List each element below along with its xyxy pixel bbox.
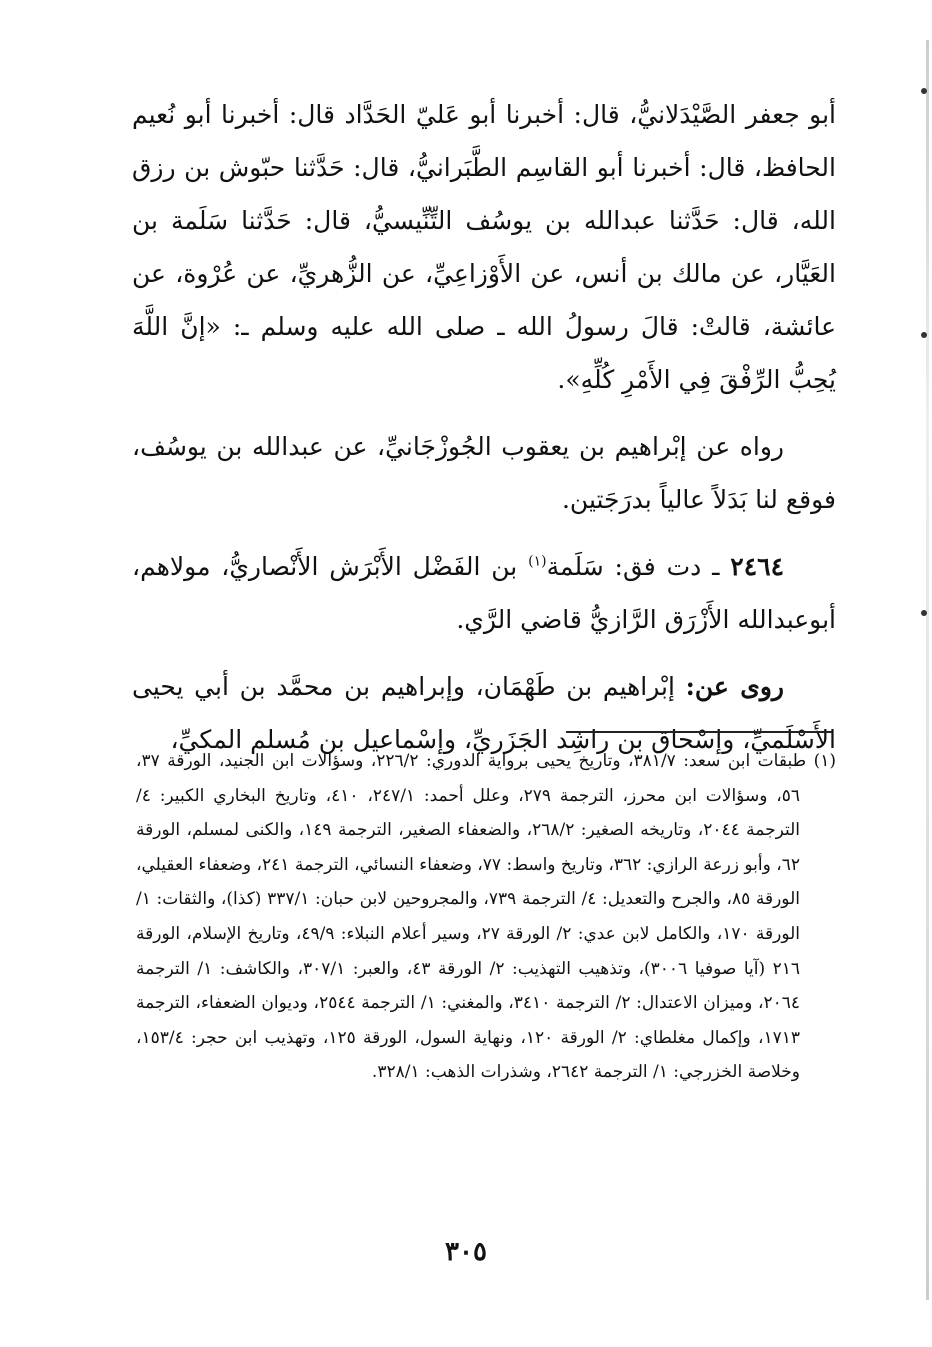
footnote-divider xyxy=(566,731,832,733)
footnote-text: (١) طبقات ابن سعد: ٣٨١/٧، وتاريخ يحيى برواية الدوري: ٢٢٦/٢، وسؤالات ابن الجنيد، الورقة ٣٧، ٥٦، وسؤالات ابن محرز، الترجمة ٢٧٩، وعلل أحمد: ٢٤٧/١، ٤١٠، وتاريخ البخاري الكبير: ٤/ الترجمة ٢٠٤٤، وتاريخه الصغير: ٢٦٨/٢، والضعفاء الصغير، الترجمة ١٤٩، والكنى لمسلم، الورقة ٦٢، وأبو زرعة الرازي: ٣٦٢، وتاريخ واسط: ٧٧، وضعفاء النسائي، الترجمة ٢٤١، وضعفاء العقيلي، الورقة ٨٥، والجرح والتعديل: ٤/ الترجمة ٧٣٩، والمجروحين لابن حبان: ٣٣٧/١ (كذا)، والثقات: ١/ الورقة ١٧٠، والكامل لابن عدي: ٢/ الورقة ٢٧، وسير أعلام النبلاء: ٤٩/٩، وتاريخ الإسلام، الورقة ٢١٦ (آيا صوفيا ٣٠٠٦)، وتذهيب التهذيب: ٢/ الورقة ٤٣، والعبر: ٣٠٧/١، والكاشف: ١/ الترجمة ٢٠٦٤، وميزان الاعتدال: ٢/ الترجمة ٣٤١٠، والمغني: ١/ الترجمة ٢٥٤٤، وديوان الضعفاء، الترجمة ١٧١٣، وإكمال مغلطاي: ٢/ الورقة ١٢٠، ونهاية السول، الورقة ١٢٥، وتهذيب ابن حجر: ١٥٣/٤، وخلاصة الخزرجي: ١/ الترجمة ٢٦٤٢، وشذرات الذهب: ٣٢٨/١. xyxy=(136,751,836,1083)
narration-note-paragraph: رواه عن إبْراهيم بن يعقوب الجُوزْجَانيِّ، عن عبدالله بن يوسُف، فوقع لنا بَدَلاً عالياً بدرَجَتين. xyxy=(132,432,836,514)
entry-number: ٢٤٦٤ xyxy=(730,552,784,581)
entry-sigla: ـ دت فق: xyxy=(614,552,720,581)
footnote-section xyxy=(136,744,836,1090)
margin-dot-mark xyxy=(921,610,927,616)
page-number: ٣٠٥ xyxy=(445,1237,487,1267)
narrators-list: إبْراهيم بن طَهْمَان، وإبراهيم بن محمَّد بن أبي يحيى الأَسْلَميِّ، وإسْحاق بن راشِد الجَزَريِّ، وإسْماعيل بن مُسلم المكيِّ، xyxy=(132,672,836,754)
entry-name-rest: بن الفَضْل الأَبْرَش الأَنْصاريُّ، مولاهم، أبوعبدالله الأَزْرَق الرَّازيُّ قاضي الرَّي. xyxy=(132,552,836,634)
narrators-label: روى عن: xyxy=(685,672,785,701)
hadith-paragraph: أبو جعفر الصَّيْدَلانيُّ، قال: أخبرنا أبو عَليّ الحَدَّاد قال: أخبرنا أبو نُعيم الحافظ، قال: أخبرنا أبو القاسِم الطَّبَرانيُّ، قال: حَدَّثنا حبّوش بن رزق الله، قال: حَدَّثنا عبدالله بن يوسُف التِّنِّيسيُّ، قال: حَدَّثنا سَلَمة بن العَيَّار، عن مالك بن أنس، عن الأَوْزاعِيِّ، عن الزُّهريِّ، عن عُرْوة، عن عائشة، قالتْ: قالَ رسولُ الله ـ صلى الله عليه وسلم ـ: «إنَّ اللَّهَ يُحِبُّ الرِّفْقَ فِي الأَمْرِ كُلِّهِ». xyxy=(132,100,836,394)
main-text-body xyxy=(132,88,836,780)
margin-dot-mark xyxy=(921,332,927,338)
footnote-reference[interactable]: (١) xyxy=(528,553,547,570)
page-edge-shadow xyxy=(926,40,929,1300)
biography-entry-heading xyxy=(132,540,836,646)
entry-name-first: سَلَمة xyxy=(546,552,604,581)
margin-dot-mark xyxy=(921,88,927,94)
